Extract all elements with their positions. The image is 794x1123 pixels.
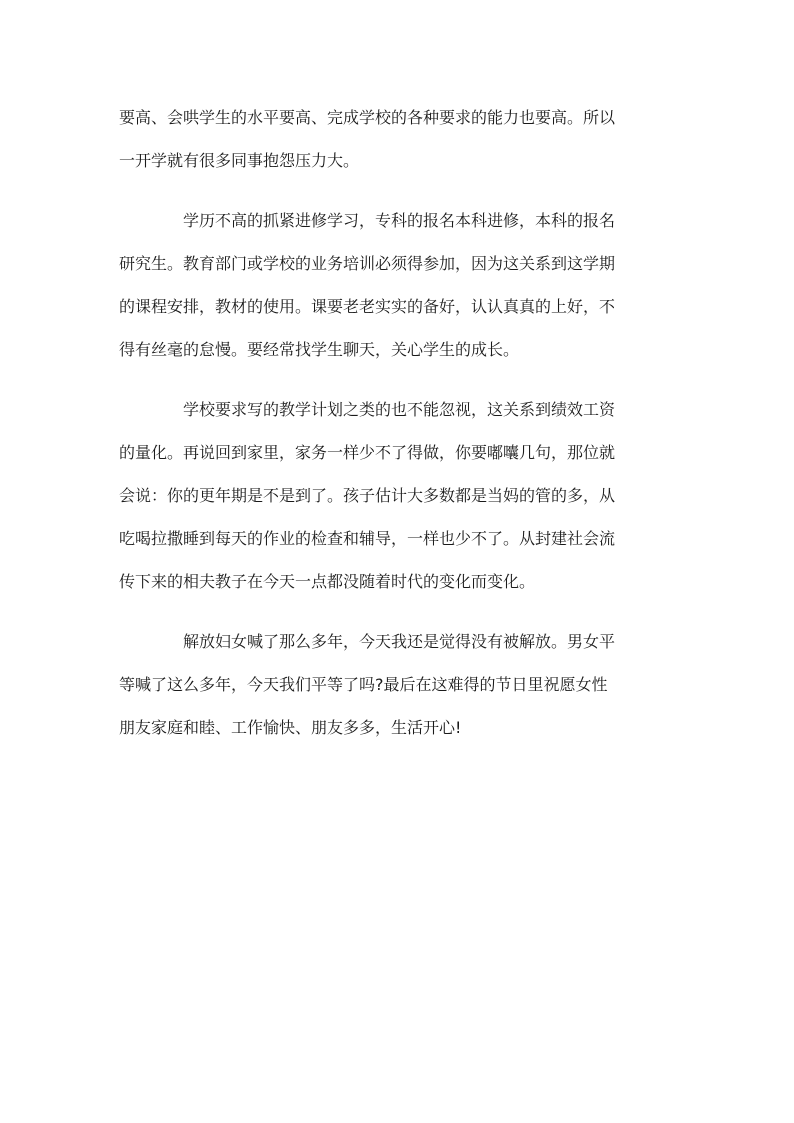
paragraph-4-line-1: 解放妇女喊了那么多年，今天我还是觉得没有被解放。男女平 — [183, 632, 616, 651]
paragraph-4-line-3: 朋友家庭和睦、工作愉快、朋友多多，生活开心! — [119, 718, 462, 737]
paragraph-2-line-2: 研究生。教育部门或学校的业务培训必须得参加，因为这关系到这学期 — [119, 254, 616, 273]
paragraph-4-line-2: 等喊了这么多年，今天我们平等了吗?最后在这难得的节日里祝愿女性 — [119, 675, 608, 694]
paragraph-3-line-1: 学校要求写的教学计划之类的也不能忽视，这关系到绩效工资 — [183, 400, 616, 419]
paragraph-2-line-3: 的课程安排，教材的使用。课要老老实实的备好，认认真真的上好，不 — [119, 297, 616, 316]
paragraph-1-line-1: 要高、会哄学生的水平要高、完成学校的各种要求的能力也要高。所以 — [119, 108, 616, 127]
paragraph-2-line-1: 学历不高的抓紧进修学习，专科的报名本科进修，本科的报名 — [183, 211, 616, 230]
paragraph-3-line-4: 吃喝拉撒睡到每天的作业的检查和辅导，一样也少不了。从封建社会流 — [119, 529, 616, 548]
paragraph-1-line-2: 一开学就有很多同事抱怨压力大。 — [119, 151, 360, 170]
paragraph-2-line-4: 得有丝毫的怠慢。要经常找学生聊天，关心学生的成长。 — [119, 340, 520, 359]
paragraph-3-line-3: 会说：你的更年期是不是到了。孩子估计大多数都是当妈的管的多，从 — [119, 486, 616, 505]
paragraph-3-line-2: 的量化。再说回到家里，家务一样少不了得做，你要嘟囔几句，那位就 — [119, 443, 616, 462]
paragraph-3-line-5: 传下来的相夫教子在今天一点都没随着时代的变化而变化。 — [119, 572, 536, 591]
